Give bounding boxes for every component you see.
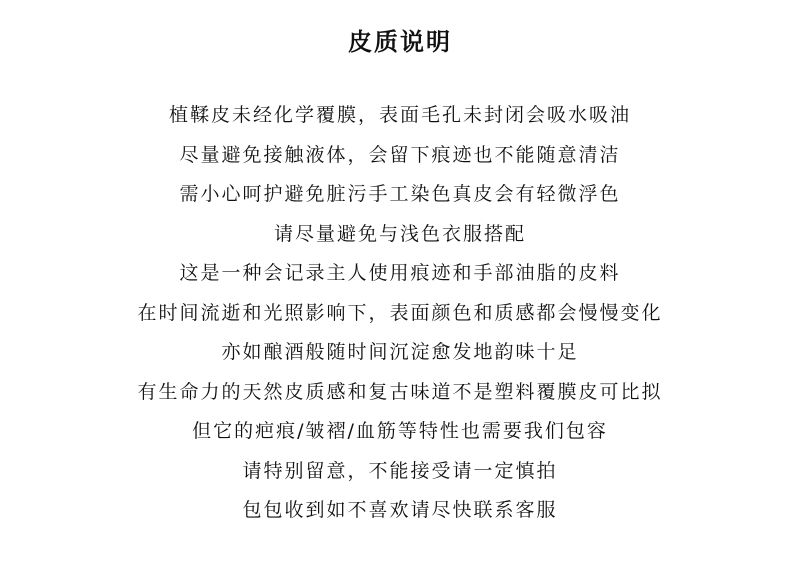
description-line: 包包收到如不喜欢请尽快联系客服	[242, 499, 558, 521]
description-line: 在时间流逝和光照影响下，表面颜色和质感都会慢慢变化	[137, 301, 663, 324]
description-line: 有生命力的天然皮质感和复古味道不是塑料覆膜皮可比拟	[137, 380, 663, 403]
description-line: 但它的疤痕/皱褶/血筋等特性也需要我们包容	[192, 420, 608, 442]
description-lines	[0, 96, 800, 531]
description-line: 需小心呵护避免脏污手工染色真皮会有轻微浮色	[179, 183, 621, 205]
description-line: 植鞣皮未经化学覆膜，表面毛孔未封闭会吸水吸油	[168, 104, 631, 126]
description-line: 亦如酿酒般随时间沉淀愈发地韵味十足	[221, 341, 579, 363]
page-title: 皮质说明	[348, 28, 452, 56]
description-line: 这是一种会记录主人使用痕迹和手部油脂的皮料	[179, 262, 621, 284]
description-line: 请特别留意，不能接受请一定慎拍	[242, 459, 558, 482]
description-line: 尽量避免接触液体，会留下痕迹也不能随意清洁	[179, 143, 621, 166]
description-line: 请尽量避免与浅色衣服搭配	[273, 222, 526, 245]
